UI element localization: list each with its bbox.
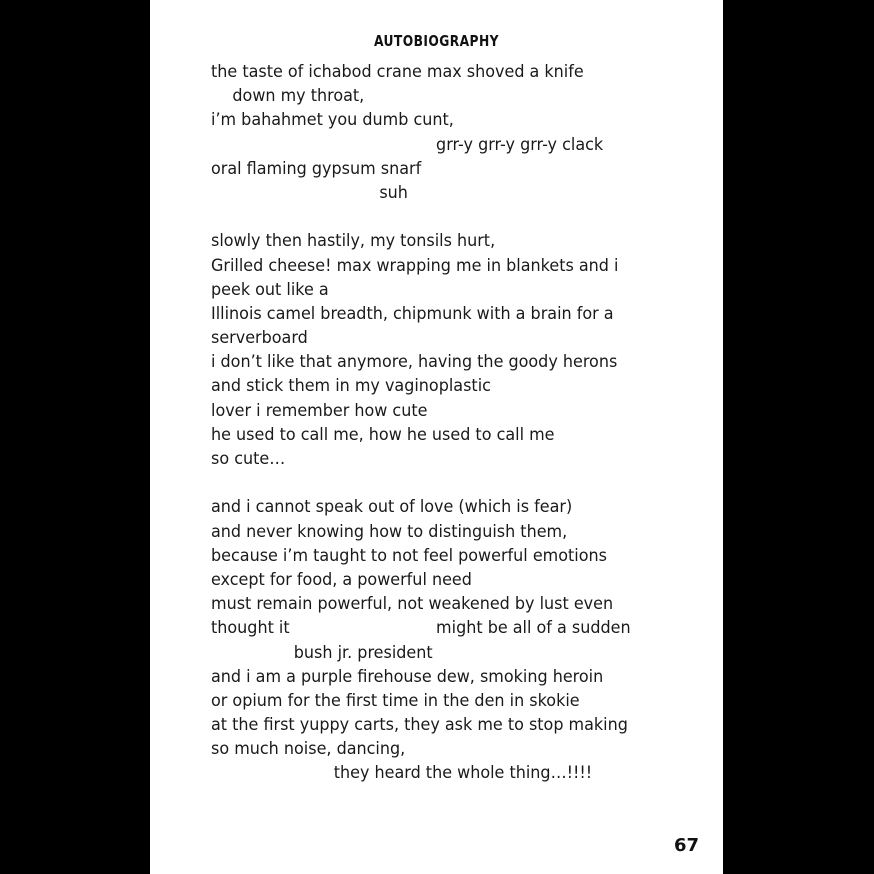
page-title: AUTOBIOGRAPHY xyxy=(373,32,500,50)
poem-line: and i cannot speak out of love (which is fear) xyxy=(211,497,573,518)
poem-line: thought it might be all of a sudden xyxy=(211,616,676,640)
poem-line: they heard the whole thing…!!!! xyxy=(333,763,593,784)
poem-line: Illinois camel breadth, chipmunk with a brain for a xyxy=(211,303,614,324)
poem-line: slowly then hastily, my tonsils hurt, xyxy=(211,231,496,252)
poem-line: must remain powerful, not weakened by lust even xyxy=(211,594,614,615)
poem-line: or opium for the first time in the den in skokie xyxy=(211,690,580,711)
poem-line: because i’m taught to not feel powerful emotions xyxy=(211,545,607,566)
poem-line: bush jr. president xyxy=(293,642,433,663)
page-number: 67 xyxy=(673,835,699,856)
poem-line: and stick them in my vaginoplastic xyxy=(211,376,491,397)
poem-line: down my throat, xyxy=(232,86,365,107)
poem-line: peek out like a xyxy=(211,279,329,300)
poem-line: suh xyxy=(379,182,408,203)
poem-line: grr-y grr-y grr-y clack xyxy=(436,134,604,155)
poem-line: lover i remember how cute xyxy=(211,400,428,421)
poem-line: except for food, a powerful need xyxy=(211,569,472,590)
poem-line-continuation: might be all of a sudden xyxy=(436,618,631,639)
poem-line: i don’t like that anymore, having the goody herons xyxy=(211,352,618,373)
poem-line: he used to call me, how he used to call me xyxy=(211,424,555,445)
poem-line: so cute… xyxy=(211,449,286,469)
poem-line: i’m bahahmet you dumb cunt, xyxy=(211,110,454,131)
poem-line: so much noise, dancing, xyxy=(211,739,406,760)
poem-body xyxy=(211,60,711,786)
poem-line: and never knowing how to distinguish them, xyxy=(211,521,568,542)
book-page xyxy=(150,0,723,874)
stanza-break xyxy=(211,471,711,495)
poem-line: serverboard xyxy=(211,328,308,349)
poem-line: oral flaming gypsum snarf xyxy=(211,158,422,179)
poem-line: Grilled cheese! max wrapping me in blankets and i xyxy=(211,255,619,276)
poem-line: and i am a purple firehouse dew, smoking heroin xyxy=(211,666,604,687)
poem-line: at the first yuppy carts, they ask me to stop making xyxy=(211,715,628,736)
stanza-break xyxy=(211,205,711,229)
poem-line: the taste of ichabod crane max shoved a knife xyxy=(211,62,584,82)
